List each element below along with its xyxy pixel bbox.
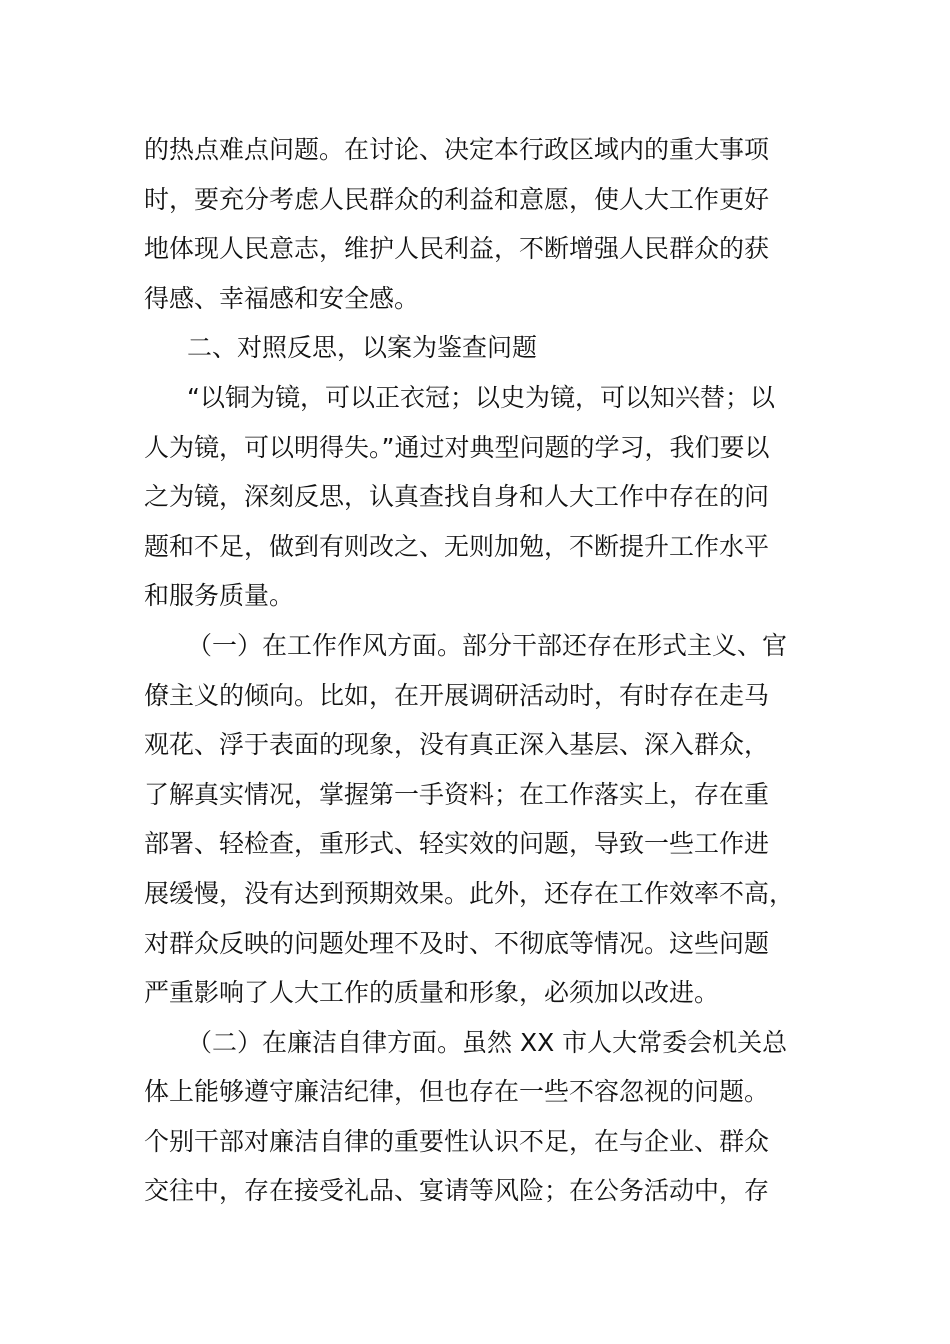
text-line: 个别干部对廉洁自律的重要性认识不足，在与企业、群众: [144, 1126, 770, 1156]
document-body: [144, 125, 824, 1216]
text-line: 部署、轻检查，重形式、轻实效的问题，导致一些工作进: [144, 829, 770, 859]
subsection-line: （一）在工作作风方面。部分干部还存在形式主义、官: [187, 630, 788, 660]
subsection-line: （二）在廉洁自律方面。虽然 XX 市人大常委会机关总: [187, 1027, 788, 1057]
text-line: 交往中，存在接受礼品、宴请等风险；在公务活动中，存: [144, 1176, 770, 1206]
text-line: 题和不足，做到有则改之、无则加勉，不断提升工作水平: [144, 531, 770, 561]
text-line: 地体现人民意志，维护人民利益，不断增强人民群众的获: [144, 234, 770, 264]
text-line: 观花、浮于表面的现象，没有真正深入基层、深入群众，: [144, 730, 770, 760]
text-line: 对群众反映的问题处理不及时、不彻底等情况。这些问题: [144, 928, 770, 958]
text-line: 之为镜，深刻反思，认真查找自身和人大工作中存在的问: [144, 482, 770, 512]
text-line: 和服务质量。: [144, 581, 295, 611]
text-line: “以铜为镜，可以正衣冠；以史为镜，可以知兴替；以: [187, 382, 775, 412]
text-line: 体上能够遵守廉洁纪律，但也存在一些不容忽视的问题。: [144, 1077, 770, 1107]
text-line: 僚主义的倾向。比如，在开展调研活动时，有时存在走马: [144, 680, 770, 710]
text-line: 的热点难点问题。在讨论、决定本行政区域内的重大事项: [144, 135, 770, 164]
section-heading: 二、对照反思，以案为鉴查问题: [187, 333, 538, 363]
text-line: 了解真实情况，掌握第一手资料；在工作落实上，存在重: [144, 779, 770, 809]
text-line: 严重影响了人大工作的质量和形象，必须加以改进。: [144, 978, 720, 1008]
text-line: 时，要充分考虑人民群众的利益和意愿，使人大工作更好: [144, 184, 770, 214]
text-line: 得感、幸福感和安全感。: [144, 283, 420, 313]
text-line: 展缓慢，没有达到预期效果。此外，还存在工作效率不高，: [144, 878, 795, 908]
text-line: 人为镜，可以明得失。”通过对典型问题的学习，我们要以: [144, 432, 770, 462]
